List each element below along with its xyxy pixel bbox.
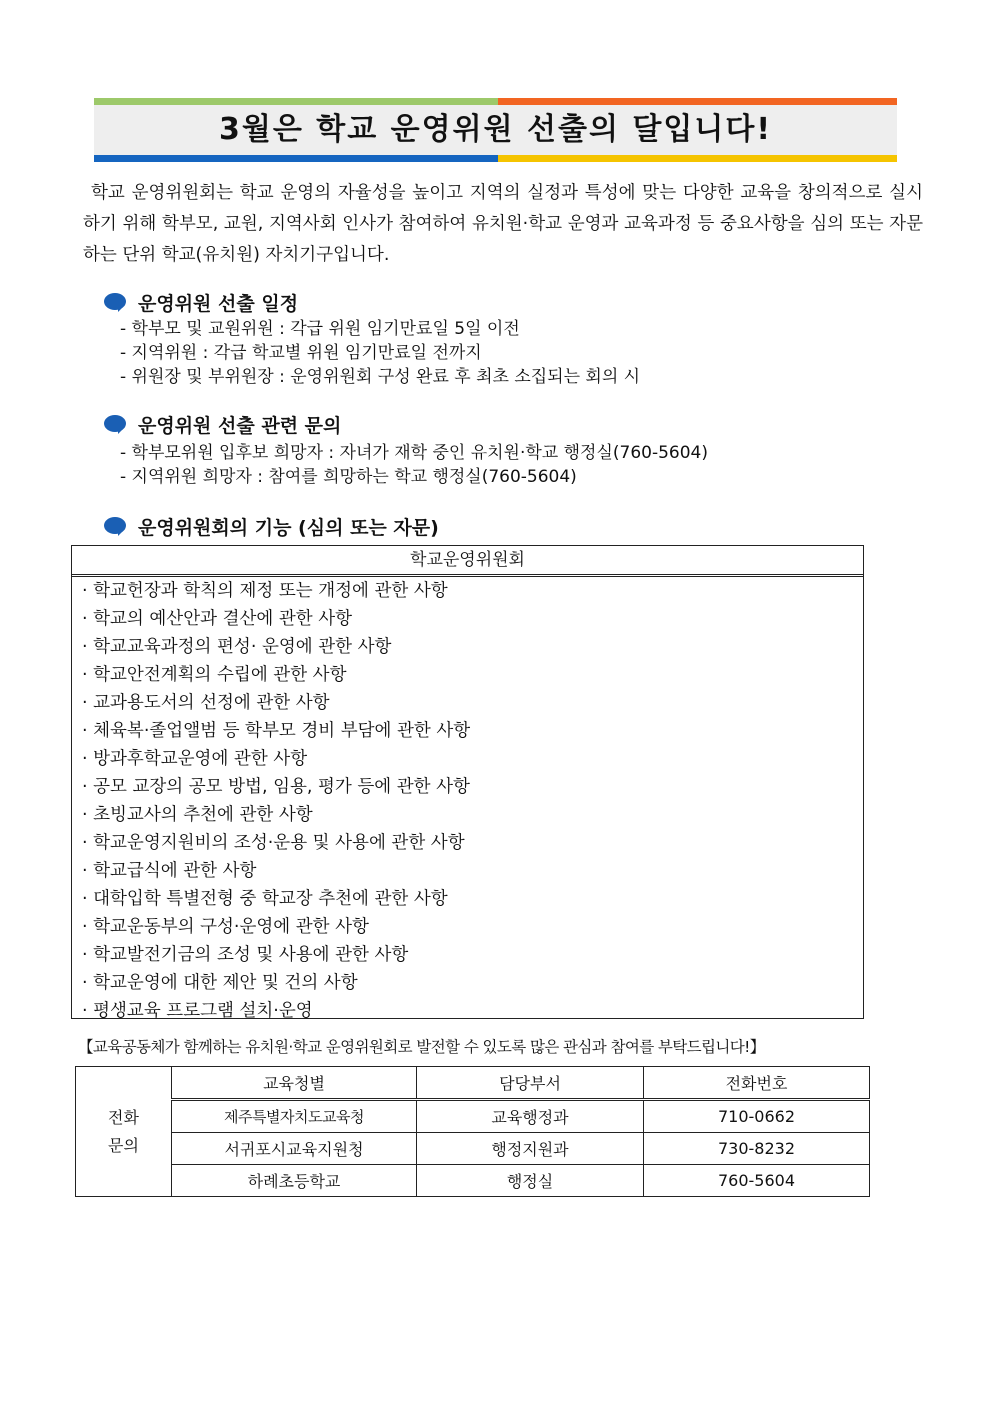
- contact-side-label: [76, 1067, 172, 1197]
- list-item: · 대학입학 특별전형 중 학교장 추천에 관한 사항: [82, 889, 448, 909]
- section-inquiry-heading: [104, 410, 341, 438]
- functions-list: [72, 577, 863, 1025]
- list-item: · 체육복·졸업앨범 등 학부모 경비 부담에 관한 사항: [82, 721, 471, 741]
- list-item: · 학교운영에 대한 제안 및 건의 사항: [82, 973, 358, 993]
- functions-box: [71, 545, 864, 1019]
- title-banner: [94, 98, 897, 164]
- side-label-line: 전화: [108, 1107, 139, 1127]
- functions-header: 학교운영위원회: [72, 546, 863, 577]
- speech-bubble-icon: [104, 415, 126, 433]
- table-cell: 제주특별자치도교육청: [172, 1100, 417, 1133]
- speech-bubble-icon: [104, 293, 126, 311]
- speech-bubble-icon: [104, 517, 126, 535]
- intro-paragraph: 학교 운영위원회는 학교 운영의 자율성을 높이고 지역의 실정과 특성에 맞는 다양한 교육을 창의적으로 실시하기 위해 학부모, 교원, 지역사회 인사가 참여하여 유치원·학교 운영과 교육과정 등 중요사항을 심의 또는 자문하는 단위 학교(유치원) 자치기구입니다.: [83, 183, 923, 265]
- column-header: 교육청별: [172, 1067, 417, 1100]
- section-schedule-heading: [104, 288, 298, 316]
- inquiry-list: [120, 441, 708, 489]
- list-item: · 학교급식에 관한 사항: [82, 861, 257, 881]
- table-row: [76, 1133, 870, 1165]
- section-title: 운영위원회의 기능 (심의 또는 자문): [138, 516, 439, 539]
- table-cell: 서귀포시교육지원청: [172, 1133, 417, 1165]
- column-header: 전화번호: [644, 1067, 870, 1100]
- list-item: - 학부모위원 입후보 희망자 : 자녀가 재학 중인 유치원·학교 행정실(760-5604): [120, 443, 708, 463]
- side-label-line: 문의: [108, 1135, 139, 1155]
- table-row: [76, 1165, 870, 1197]
- participation-note: 【교육공동체가 함께하는 유치원·학교 운영위원회로 발전할 수 있도록 많은 관심과 참여를 부탁드립니다!】: [78, 1038, 765, 1056]
- list-item: · 학교발전기금의 조성 및 사용에 관한 사항: [82, 945, 409, 965]
- list-item: - 학부모 및 교원위원 : 각급 위원 임기만료일 5일 이전: [120, 319, 520, 339]
- list-item: · 교과용도서의 선정에 관한 사항: [82, 693, 330, 713]
- table-cell: 교육행정과: [417, 1100, 644, 1133]
- table-cell: 730-8232: [644, 1133, 870, 1165]
- table-cell: 710-0662: [644, 1100, 870, 1133]
- list-item: · 학교안전계획의 수립에 관한 사항: [82, 665, 347, 685]
- list-item: - 지역위원 희망자 : 참여를 희망하는 학교 행정실(760-5604): [120, 467, 577, 487]
- list-item: · 학교운동부의 구성·운영에 관한 사항: [82, 917, 369, 937]
- table-cell: 하례초등학교: [172, 1165, 417, 1197]
- banner-bar-top-right: [498, 98, 897, 105]
- contact-table: [75, 1066, 870, 1197]
- banner-bar-bottom-left: [94, 155, 498, 162]
- section-title: 운영위원 선출 관련 문의: [138, 414, 342, 437]
- list-item: · 방과후학교운영에 관한 사항: [82, 749, 308, 769]
- table-cell: 행정지원과: [417, 1133, 644, 1165]
- table-row: [76, 1100, 870, 1133]
- banner-bar-bottom-right: [498, 155, 897, 162]
- page-title: 3월은 학교 운영위원 선출의 달입니다!: [218, 112, 773, 147]
- table-cell: 760-5604: [644, 1165, 870, 1197]
- section-title: 운영위원 선출 일정: [138, 292, 299, 315]
- list-item: · 학교교육과정의 편성· 운영에 관한 사항: [82, 637, 392, 657]
- schedule-list: [120, 317, 640, 389]
- table-cell: 행정실: [417, 1165, 644, 1197]
- section-functions-heading: [104, 512, 439, 540]
- list-item: · 학교운영지원비의 조성·운용 및 사용에 관한 사항: [82, 833, 465, 853]
- list-item: · 초빙교사의 추천에 관한 사항: [82, 805, 313, 825]
- banner-bar-top-left: [94, 98, 498, 105]
- column-header: 담당부서: [417, 1067, 644, 1100]
- list-item: - 위원장 및 부위원장 : 운영위원회 구성 완료 후 최초 소집되는 회의 시: [120, 367, 641, 387]
- list-item: · 학교의 예산안과 결산에 관한 사항: [82, 609, 353, 629]
- list-item: · 학교헌장과 학칙의 제정 또는 개정에 관한 사항: [82, 581, 448, 601]
- list-item: - 지역위원 : 각급 학교별 위원 임기만료일 전까지: [120, 343, 482, 363]
- list-item: · 평생교육 프로그램 설치·운영: [82, 1001, 313, 1021]
- table-header-row: [76, 1067, 870, 1100]
- list-item: · 공모 교장의 공모 방법, 임용, 평가 등에 관한 사항: [82, 777, 470, 797]
